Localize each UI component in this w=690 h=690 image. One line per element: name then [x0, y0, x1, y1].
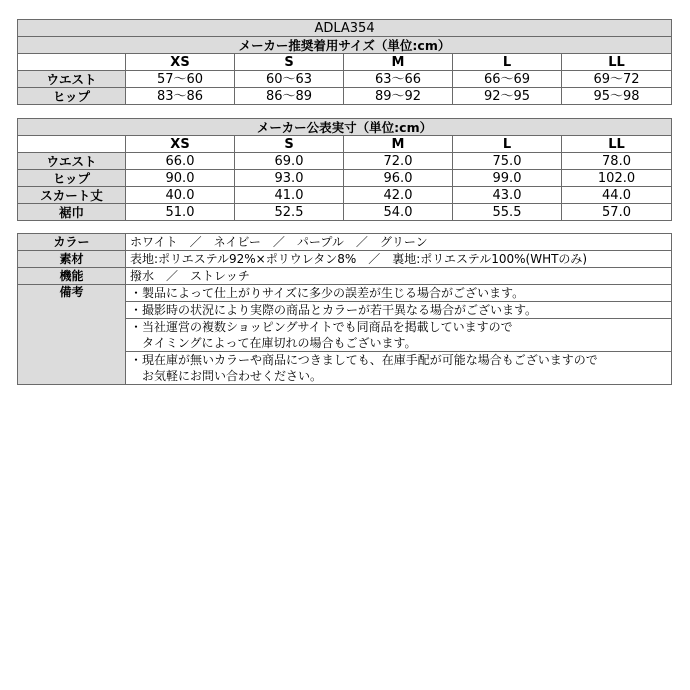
note-item: ・撮影時の状況により実際の商品とカラーが若干異なる場合がございます。 [126, 302, 672, 319]
note-line: お気軽にお問い合わせください。 [130, 369, 323, 383]
table-row [18, 268, 672, 285]
value-cell: 42.0 [344, 187, 453, 204]
table-row [18, 234, 672, 251]
row-label: ヒップ [18, 88, 126, 105]
value-cell: 93.0 [235, 170, 344, 187]
size-header-row [18, 136, 672, 153]
value-cell: 57.0 [562, 204, 672, 221]
material-label: 素材 [18, 251, 126, 268]
color-value: ホワイト ／ ネイビー ／ パープル ／ グリーン [126, 234, 672, 251]
row-label: 裾巾 [18, 204, 126, 221]
value-cell: 86〜89 [235, 88, 344, 105]
measurement-title: メーカー公表実寸（単位:cm） [18, 119, 672, 136]
value-cell: 43.0 [453, 187, 562, 204]
product-info-table [17, 233, 672, 385]
value-cell: 55.5 [453, 204, 562, 221]
value-cell: 89〜92 [344, 88, 453, 105]
color-label: カラー [18, 234, 126, 251]
value-cell: 90.0 [126, 170, 235, 187]
function-value: 撥水 ／ ストレッチ [126, 268, 672, 285]
value-cell: 78.0 [562, 153, 672, 170]
value-cell: 41.0 [235, 187, 344, 204]
recommended-size-table [17, 19, 672, 105]
note-line: タイミングによって在庫切れの場合もございます。 [130, 336, 417, 350]
row-label: ウエスト [18, 71, 126, 88]
size-label: L [453, 54, 562, 71]
recommended-size-title: メーカー推奨着用サイズ（単位:cm） [18, 37, 672, 54]
size-label: M [344, 136, 453, 153]
size-header-row [18, 54, 672, 71]
value-cell: 69.0 [235, 153, 344, 170]
value-cell: 102.0 [562, 170, 672, 187]
table-row [18, 88, 672, 105]
note-item [126, 352, 672, 385]
row-label: スカート丈 [18, 187, 126, 204]
note-line: ・当社運営の複数ショッピングサイトでも同商品を掲載していますので [130, 320, 513, 334]
value-cell: 40.0 [126, 187, 235, 204]
value-cell: 75.0 [453, 153, 562, 170]
row-label: ヒップ [18, 170, 126, 187]
value-cell: 96.0 [344, 170, 453, 187]
value-cell: 95〜98 [562, 88, 672, 105]
table-row [18, 187, 672, 204]
value-cell: 66〜69 [453, 71, 562, 88]
note-item: ・製品によって仕上がりサイズに多少の誤差が生じる場合がございます。 [126, 285, 672, 302]
note-line: ・現在庫が無いカラーや商品につきましても、在庫手配が可能な場合もございますので [130, 353, 598, 367]
value-cell: 60〜63 [235, 71, 344, 88]
value-cell: 54.0 [344, 204, 453, 221]
value-cell: 83〜86 [126, 88, 235, 105]
function-label: 機能 [18, 268, 126, 285]
model-number: ADLA354 [18, 20, 672, 37]
size-label: S [235, 136, 344, 153]
empty-corner-cell [18, 54, 126, 71]
value-cell: 52.5 [235, 204, 344, 221]
note-item [126, 319, 672, 352]
material-value: 表地:ポリエステル92%×ポリウレタン8% ／ 裏地:ポリエステル100%(WHTのみ) [126, 251, 672, 268]
size-label: XS [126, 54, 235, 71]
value-cell: 99.0 [453, 170, 562, 187]
value-cell: 69〜72 [562, 71, 672, 88]
table-row [18, 71, 672, 88]
size-label: S [235, 54, 344, 71]
size-label: L [453, 136, 562, 153]
size-label: LL [562, 54, 672, 71]
measurement-table [17, 118, 672, 221]
value-cell: 57〜60 [126, 71, 235, 88]
table-row [18, 153, 672, 170]
table-row [18, 170, 672, 187]
table-row [18, 204, 672, 221]
size-label: LL [562, 136, 672, 153]
row-label: ウエスト [18, 153, 126, 170]
table-row [18, 285, 672, 302]
notes-label: 備考 [18, 285, 126, 385]
value-cell: 44.0 [562, 187, 672, 204]
table-row [18, 251, 672, 268]
value-cell: 92〜95 [453, 88, 562, 105]
empty-corner-cell [18, 136, 126, 153]
value-cell: 51.0 [126, 204, 235, 221]
size-label: M [344, 54, 453, 71]
value-cell: 63〜66 [344, 71, 453, 88]
size-label: XS [126, 136, 235, 153]
value-cell: 66.0 [126, 153, 235, 170]
value-cell: 72.0 [344, 153, 453, 170]
